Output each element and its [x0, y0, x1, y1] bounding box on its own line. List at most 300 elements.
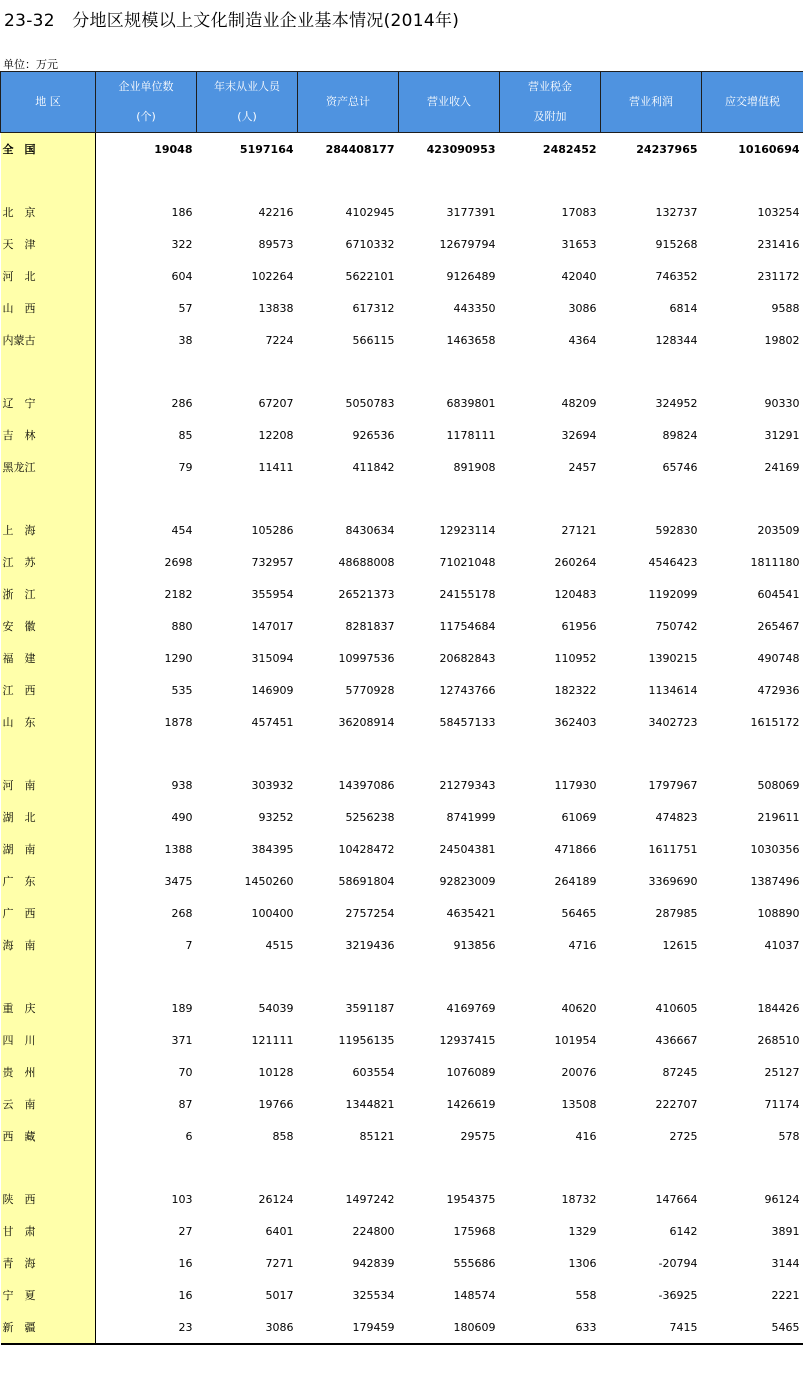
- table-cell: 416: [575, 1129, 597, 1143]
- table-cell: 147017: [251, 619, 294, 633]
- table-cell: [197, 165, 298, 196]
- table-cell: 3086: [568, 301, 597, 315]
- table-row: [1, 865, 803, 897]
- table-cell: 132737: [655, 205, 698, 219]
- table-cell: 1076089: [446, 1065, 496, 1079]
- table-cell: 471866: [554, 842, 597, 856]
- header-business-tax: [500, 72, 601, 133]
- header-text: 企业单位数: [118, 80, 174, 93]
- table-cell: 36208914: [338, 715, 395, 729]
- table-cell: [702, 738, 803, 769]
- region-name: 四 川: [1, 1024, 96, 1056]
- table-cell: 284408177: [325, 142, 395, 156]
- table-cell: 3219436: [345, 938, 395, 952]
- table-cell: 222707: [655, 1097, 698, 1111]
- table-cell: 2182: [164, 587, 193, 601]
- region-name: 宁 夏: [1, 1279, 96, 1311]
- table-cell: [500, 738, 601, 769]
- table-cell: 24169: [764, 460, 800, 474]
- table-row: [1, 419, 803, 451]
- table-cell: 42040: [561, 269, 597, 283]
- table-row: [1, 1056, 803, 1088]
- header-text: 年末从业人员: [214, 80, 280, 93]
- table-cell: 938: [171, 778, 193, 792]
- region-name: 山 东: [1, 706, 96, 738]
- table-cell: 362403: [554, 715, 597, 729]
- table-cell: 12923114: [439, 523, 496, 537]
- region-name: 河 南: [1, 769, 96, 801]
- region-name: 河 北: [1, 260, 96, 292]
- region-name: 云 南: [1, 1088, 96, 1120]
- table-cell: 12679794: [439, 237, 496, 251]
- table-cell: 21279343: [439, 778, 496, 792]
- table-row: [1, 833, 803, 865]
- table-cell: 1426619: [446, 1097, 496, 1111]
- region-name: [1, 961, 96, 992]
- table-cell: 7271: [265, 1256, 294, 1270]
- table-row: [1, 578, 803, 610]
- table-cell: 5256238: [345, 810, 395, 824]
- table-cell: 535: [171, 683, 193, 697]
- header-total-assets: 资产总计: [298, 72, 399, 133]
- table-cell: [500, 165, 601, 196]
- table-cell: 11754684: [439, 619, 496, 633]
- region-name: [1, 483, 96, 514]
- table-row: [1, 610, 803, 642]
- header-operating-profit: 营业利润: [601, 72, 702, 133]
- table-cell: 260264: [554, 555, 597, 569]
- table-cell: [601, 738, 702, 769]
- table-cell: 13838: [258, 301, 294, 315]
- stats-table: [0, 71, 803, 1345]
- table-cell: 1290: [164, 651, 193, 665]
- table-cell: [601, 356, 702, 387]
- table-cell: 7224: [265, 333, 294, 347]
- table-cell: 87245: [662, 1065, 698, 1079]
- table-cell: 1178111: [446, 428, 496, 442]
- table-cell: 120483: [554, 587, 597, 601]
- table-cell: 100400: [251, 906, 294, 920]
- table-cell: [96, 165, 197, 196]
- table-cell: [702, 483, 803, 514]
- table-cell: 148574: [453, 1288, 496, 1302]
- table-cell: 371: [171, 1033, 193, 1047]
- table-cell: 102264: [251, 269, 294, 283]
- table-cell: 14397086: [338, 778, 395, 792]
- table-cell: 182322: [554, 683, 597, 697]
- table-cell: 566115: [352, 333, 395, 347]
- table-cell: 17083: [561, 205, 597, 219]
- table-cell: 19802: [764, 333, 800, 347]
- table-row: [1, 292, 803, 324]
- table-cell: 5050783: [345, 396, 395, 410]
- table-cell: 180609: [399, 1311, 500, 1344]
- table-cell: 23: [96, 1311, 197, 1344]
- table-cell: 915268: [655, 237, 698, 251]
- table-cell: -36925: [658, 1288, 698, 1302]
- table-row-total: [1, 133, 803, 166]
- region-name: [1, 356, 96, 387]
- table-row: [1, 1024, 803, 1056]
- table-cell: [399, 356, 500, 387]
- table-cell: [298, 165, 399, 196]
- spacer-row: [1, 1152, 803, 1183]
- table-cell: 1450260: [244, 874, 294, 888]
- region-name: 湖 南: [1, 833, 96, 865]
- region-name: 陕 西: [1, 1183, 96, 1215]
- table-cell: 384395: [251, 842, 294, 856]
- table-cell: 96124: [764, 1192, 800, 1206]
- table-cell: 746352: [655, 269, 698, 283]
- table-cell: 490748: [757, 651, 800, 665]
- table-cell: 1387496: [750, 874, 800, 888]
- table-cell: 555686: [453, 1256, 496, 1270]
- table-cell: 7: [185, 938, 193, 952]
- table-cell: 454: [171, 523, 193, 537]
- table-cell: 13508: [561, 1097, 597, 1111]
- table-cell: 117930: [554, 778, 597, 792]
- table-cell: [399, 738, 500, 769]
- table-cell: [399, 1152, 500, 1183]
- table-cell: 2482452: [542, 142, 597, 156]
- table-cell: [96, 1152, 197, 1183]
- region-name: 新 疆: [1, 1311, 96, 1344]
- table-cell: [601, 961, 702, 992]
- table-cell: 24237965: [636, 142, 698, 156]
- region-name: 北 京: [1, 196, 96, 228]
- table-cell: 4635421: [446, 906, 496, 920]
- table-row: [1, 1120, 803, 1152]
- table-cell: [96, 356, 197, 387]
- region-name: 浙 江: [1, 578, 96, 610]
- region-name: [1, 738, 96, 769]
- header-employees: [197, 72, 298, 133]
- table-cell: 6: [185, 1129, 193, 1143]
- table-cell: [298, 483, 399, 514]
- table-cell: 1811180: [750, 555, 800, 569]
- region-name: 吉 林: [1, 419, 96, 451]
- table-cell: 87: [178, 1097, 193, 1111]
- table-cell: 633: [500, 1311, 601, 1344]
- table-cell: 31653: [561, 237, 597, 251]
- table-cell: 3475: [164, 874, 193, 888]
- table-cell: [500, 356, 601, 387]
- table-cell: 48209: [561, 396, 597, 410]
- table-cell: 203509: [757, 523, 800, 537]
- table-row: [1, 801, 803, 833]
- table-cell: 31291: [764, 428, 800, 442]
- table-cell: [298, 1152, 399, 1183]
- table-cell: [197, 961, 298, 992]
- table-cell: 92823009: [439, 874, 496, 888]
- table-header-row: [1, 72, 803, 133]
- table-cell: 20076: [561, 1065, 597, 1079]
- table-cell: 12208: [258, 428, 294, 442]
- table-cell: [601, 1152, 702, 1183]
- table-cell: 57: [178, 301, 193, 315]
- region-name: 重 庆: [1, 992, 96, 1024]
- table-cell: 12937415: [439, 1033, 496, 1047]
- table-cell: 8281837: [345, 619, 395, 633]
- table-cell: [500, 961, 601, 992]
- table-cell: 8430634: [345, 523, 395, 537]
- region-name: 福 建: [1, 642, 96, 674]
- table-cell: 2698: [164, 555, 193, 569]
- table-cell: [298, 961, 399, 992]
- spacer-row: [1, 165, 803, 196]
- table-cell: 67207: [258, 396, 294, 410]
- table-cell: 942839: [352, 1256, 395, 1270]
- table-cell: 61956: [561, 619, 597, 633]
- table-cell: 592830: [655, 523, 698, 537]
- table-cell: 24504381: [439, 842, 496, 856]
- table-cell: 4102945: [345, 205, 395, 219]
- table-cell: 85121: [359, 1129, 395, 1143]
- table-cell: 411842: [352, 460, 395, 474]
- table-cell: [298, 738, 399, 769]
- table-cell: 858: [272, 1129, 294, 1143]
- table-row: [1, 1088, 803, 1120]
- table-cell: 3891: [771, 1224, 800, 1238]
- table-cell: 287985: [655, 906, 698, 920]
- table-cell: 71174: [764, 1097, 800, 1111]
- table-cell: 110952: [554, 651, 597, 665]
- table-cell: 58691804: [338, 874, 395, 888]
- table-cell: 27: [178, 1224, 193, 1238]
- table-cell: [96, 738, 197, 769]
- region-name: 辽 宁: [1, 387, 96, 419]
- region-name: 江 西: [1, 674, 96, 706]
- table-row: [1, 1247, 803, 1279]
- table-cell: 89824: [662, 428, 698, 442]
- table-cell: 26521373: [338, 587, 395, 601]
- table-cell: [399, 483, 500, 514]
- table-cell: 90330: [764, 396, 800, 410]
- table-cell: 71021048: [439, 555, 496, 569]
- table-cell: 18732: [561, 1192, 597, 1206]
- table-cell: 4546423: [648, 555, 698, 569]
- table-cell: 54039: [258, 1001, 294, 1015]
- region-name: 青 海: [1, 1247, 96, 1279]
- region-name: 海 南: [1, 929, 96, 961]
- region-name: 上 海: [1, 514, 96, 546]
- table-cell: 219611: [757, 810, 800, 824]
- table-cell: 558: [575, 1288, 597, 1302]
- table-cell: 41037: [764, 938, 800, 952]
- header-vat-payable: 应交增值税: [702, 72, 803, 133]
- table-cell: 508069: [757, 778, 800, 792]
- table-cell: 913856: [453, 938, 496, 952]
- table-cell: 101954: [554, 1033, 597, 1047]
- table-cell: 16: [178, 1256, 193, 1270]
- table-cell: 4515: [265, 938, 294, 952]
- table-cell: 19766: [258, 1097, 294, 1111]
- table-cell: 423090953: [426, 142, 496, 156]
- table-cell: 926536: [352, 428, 395, 442]
- table-cell: 89573: [258, 237, 294, 251]
- table-cell: 11956135: [338, 1033, 395, 1047]
- table-body: [1, 133, 803, 1345]
- table-cell: 184426: [757, 1001, 800, 1015]
- table-cell: 315094: [251, 651, 294, 665]
- table-row: [1, 196, 803, 228]
- table-cell: 322: [171, 237, 193, 251]
- table-cell: [197, 738, 298, 769]
- table-cell: 6401: [265, 1224, 294, 1238]
- spacer-row: [1, 961, 803, 992]
- table-row: [1, 897, 803, 929]
- table-cell: 443350: [453, 301, 496, 315]
- table-cell: 1306: [568, 1256, 597, 1270]
- table-row: [1, 929, 803, 961]
- table-cell: 325534: [352, 1288, 395, 1302]
- region-name: 广 西: [1, 897, 96, 929]
- table-cell: 1344821: [345, 1097, 395, 1111]
- header-unit: (人): [237, 110, 257, 123]
- table-cell: 891908: [453, 460, 496, 474]
- table-cell: 147664: [655, 1192, 698, 1206]
- region-name: 黑龙江: [1, 451, 96, 483]
- table-cell: 26124: [258, 1192, 294, 1206]
- table-cell: 880: [171, 619, 193, 633]
- table-cell: 1388: [164, 842, 193, 856]
- region-name: 安 徽: [1, 610, 96, 642]
- table-cell: [197, 483, 298, 514]
- table-cell: 2457: [568, 460, 597, 474]
- table-row: [1, 642, 803, 674]
- table-cell: 3402723: [648, 715, 698, 729]
- table-cell: 4364: [568, 333, 597, 347]
- table-cell: 105286: [251, 523, 294, 537]
- region-name: 甘 肃: [1, 1215, 96, 1247]
- spacer-row: [1, 483, 803, 514]
- table-cell: 4169769: [446, 1001, 496, 1015]
- table-cell: 231416: [757, 237, 800, 251]
- table-cell: 6839801: [446, 396, 496, 410]
- table-cell: 264189: [554, 874, 597, 888]
- table-cell: 27121: [561, 523, 597, 537]
- table-cell: 457451: [251, 715, 294, 729]
- table-cell: 12615: [662, 938, 698, 952]
- table-cell: [702, 356, 803, 387]
- region-name: 天 津: [1, 228, 96, 260]
- table-cell: 3177391: [446, 205, 496, 219]
- region-name: 贵 州: [1, 1056, 96, 1088]
- table-cell: [399, 165, 500, 196]
- spacer-row: [1, 738, 803, 769]
- table-row: [1, 674, 803, 706]
- table-cell: 578: [778, 1129, 800, 1143]
- table-cell: 20682843: [439, 651, 496, 665]
- table-cell: 231172: [757, 269, 800, 283]
- table-cell: 1329: [568, 1224, 597, 1238]
- table-cell: 474823: [655, 810, 698, 824]
- table-cell: 93252: [258, 810, 294, 824]
- table-cell: 1797967: [648, 778, 698, 792]
- region-name: 广 东: [1, 865, 96, 897]
- table-cell: 79: [178, 460, 193, 474]
- table-cell: 1463658: [446, 333, 496, 347]
- table-cell: 186: [171, 205, 193, 219]
- table-cell: 5465: [702, 1311, 803, 1344]
- table-cell: 189: [171, 1001, 193, 1015]
- table-cell: 410605: [655, 1001, 698, 1015]
- table-cell: 1611751: [648, 842, 698, 856]
- table-cell: 3086: [197, 1311, 298, 1344]
- table-cell: 1390215: [648, 651, 698, 665]
- table-cell: 25127: [764, 1065, 800, 1079]
- table-cell: 268: [171, 906, 193, 920]
- header-revenue: 营业收入: [399, 72, 500, 133]
- table-cell: 286: [171, 396, 193, 410]
- table-cell: [298, 356, 399, 387]
- table-cell: 7415: [601, 1311, 702, 1344]
- header-text: 及附加: [533, 110, 567, 123]
- table-cell: 4716: [568, 938, 597, 952]
- table-cell: 604541: [757, 587, 800, 601]
- table-cell: [96, 483, 197, 514]
- table-cell: 58457133: [439, 715, 496, 729]
- table-cell: [500, 483, 601, 514]
- table-row: [1, 514, 803, 546]
- table-cell: 65746: [662, 460, 698, 474]
- table-row: [1, 324, 803, 356]
- table-cell: 617312: [352, 301, 395, 315]
- table-cell: 2725: [669, 1129, 698, 1143]
- table-cell: 40620: [561, 1001, 597, 1015]
- table-cell: 224800: [352, 1224, 395, 1238]
- table-cell: 121111: [251, 1033, 294, 1047]
- table-cell: 8741999: [446, 810, 496, 824]
- table-cell: [96, 961, 197, 992]
- table-cell: 9588: [771, 301, 800, 315]
- table-row: [1, 769, 803, 801]
- table-cell: 29575: [460, 1129, 496, 1143]
- table-row: [1, 1279, 803, 1311]
- table-cell: 750742: [655, 619, 698, 633]
- table-cell: [702, 1152, 803, 1183]
- header-text: 营业税金: [528, 80, 572, 93]
- table-cell: [197, 1152, 298, 1183]
- unit-label: 单位：万元: [3, 58, 58, 71]
- region-name: [1, 165, 96, 196]
- table-row: [1, 706, 803, 738]
- table-cell: 146909: [251, 683, 294, 697]
- table-cell: 1615172: [750, 715, 800, 729]
- table-cell: 490: [171, 810, 193, 824]
- table-cell: 5017: [265, 1288, 294, 1302]
- region-name: 内蒙古: [1, 324, 96, 356]
- region-name: 西 藏: [1, 1120, 96, 1152]
- table-cell: 9126489: [446, 269, 496, 283]
- table-cell: 103254: [757, 205, 800, 219]
- table-cell: 5770928: [345, 683, 395, 697]
- table-cell: 32694: [561, 428, 597, 442]
- table-cell: 48688008: [338, 555, 395, 569]
- table-row: [1, 228, 803, 260]
- table-cell: 1954375: [446, 1192, 496, 1206]
- table-row: [1, 1311, 803, 1344]
- table-cell: [399, 961, 500, 992]
- table-cell: 179459: [298, 1311, 399, 1344]
- table-cell: 10128: [258, 1065, 294, 1079]
- table-cell: 6142: [669, 1224, 698, 1238]
- table-cell: 108890: [757, 906, 800, 920]
- table-cell: 85: [178, 428, 193, 442]
- table-cell: 472936: [757, 683, 800, 697]
- region-name: 湖 北: [1, 801, 96, 833]
- table-cell: 24155178: [439, 587, 496, 601]
